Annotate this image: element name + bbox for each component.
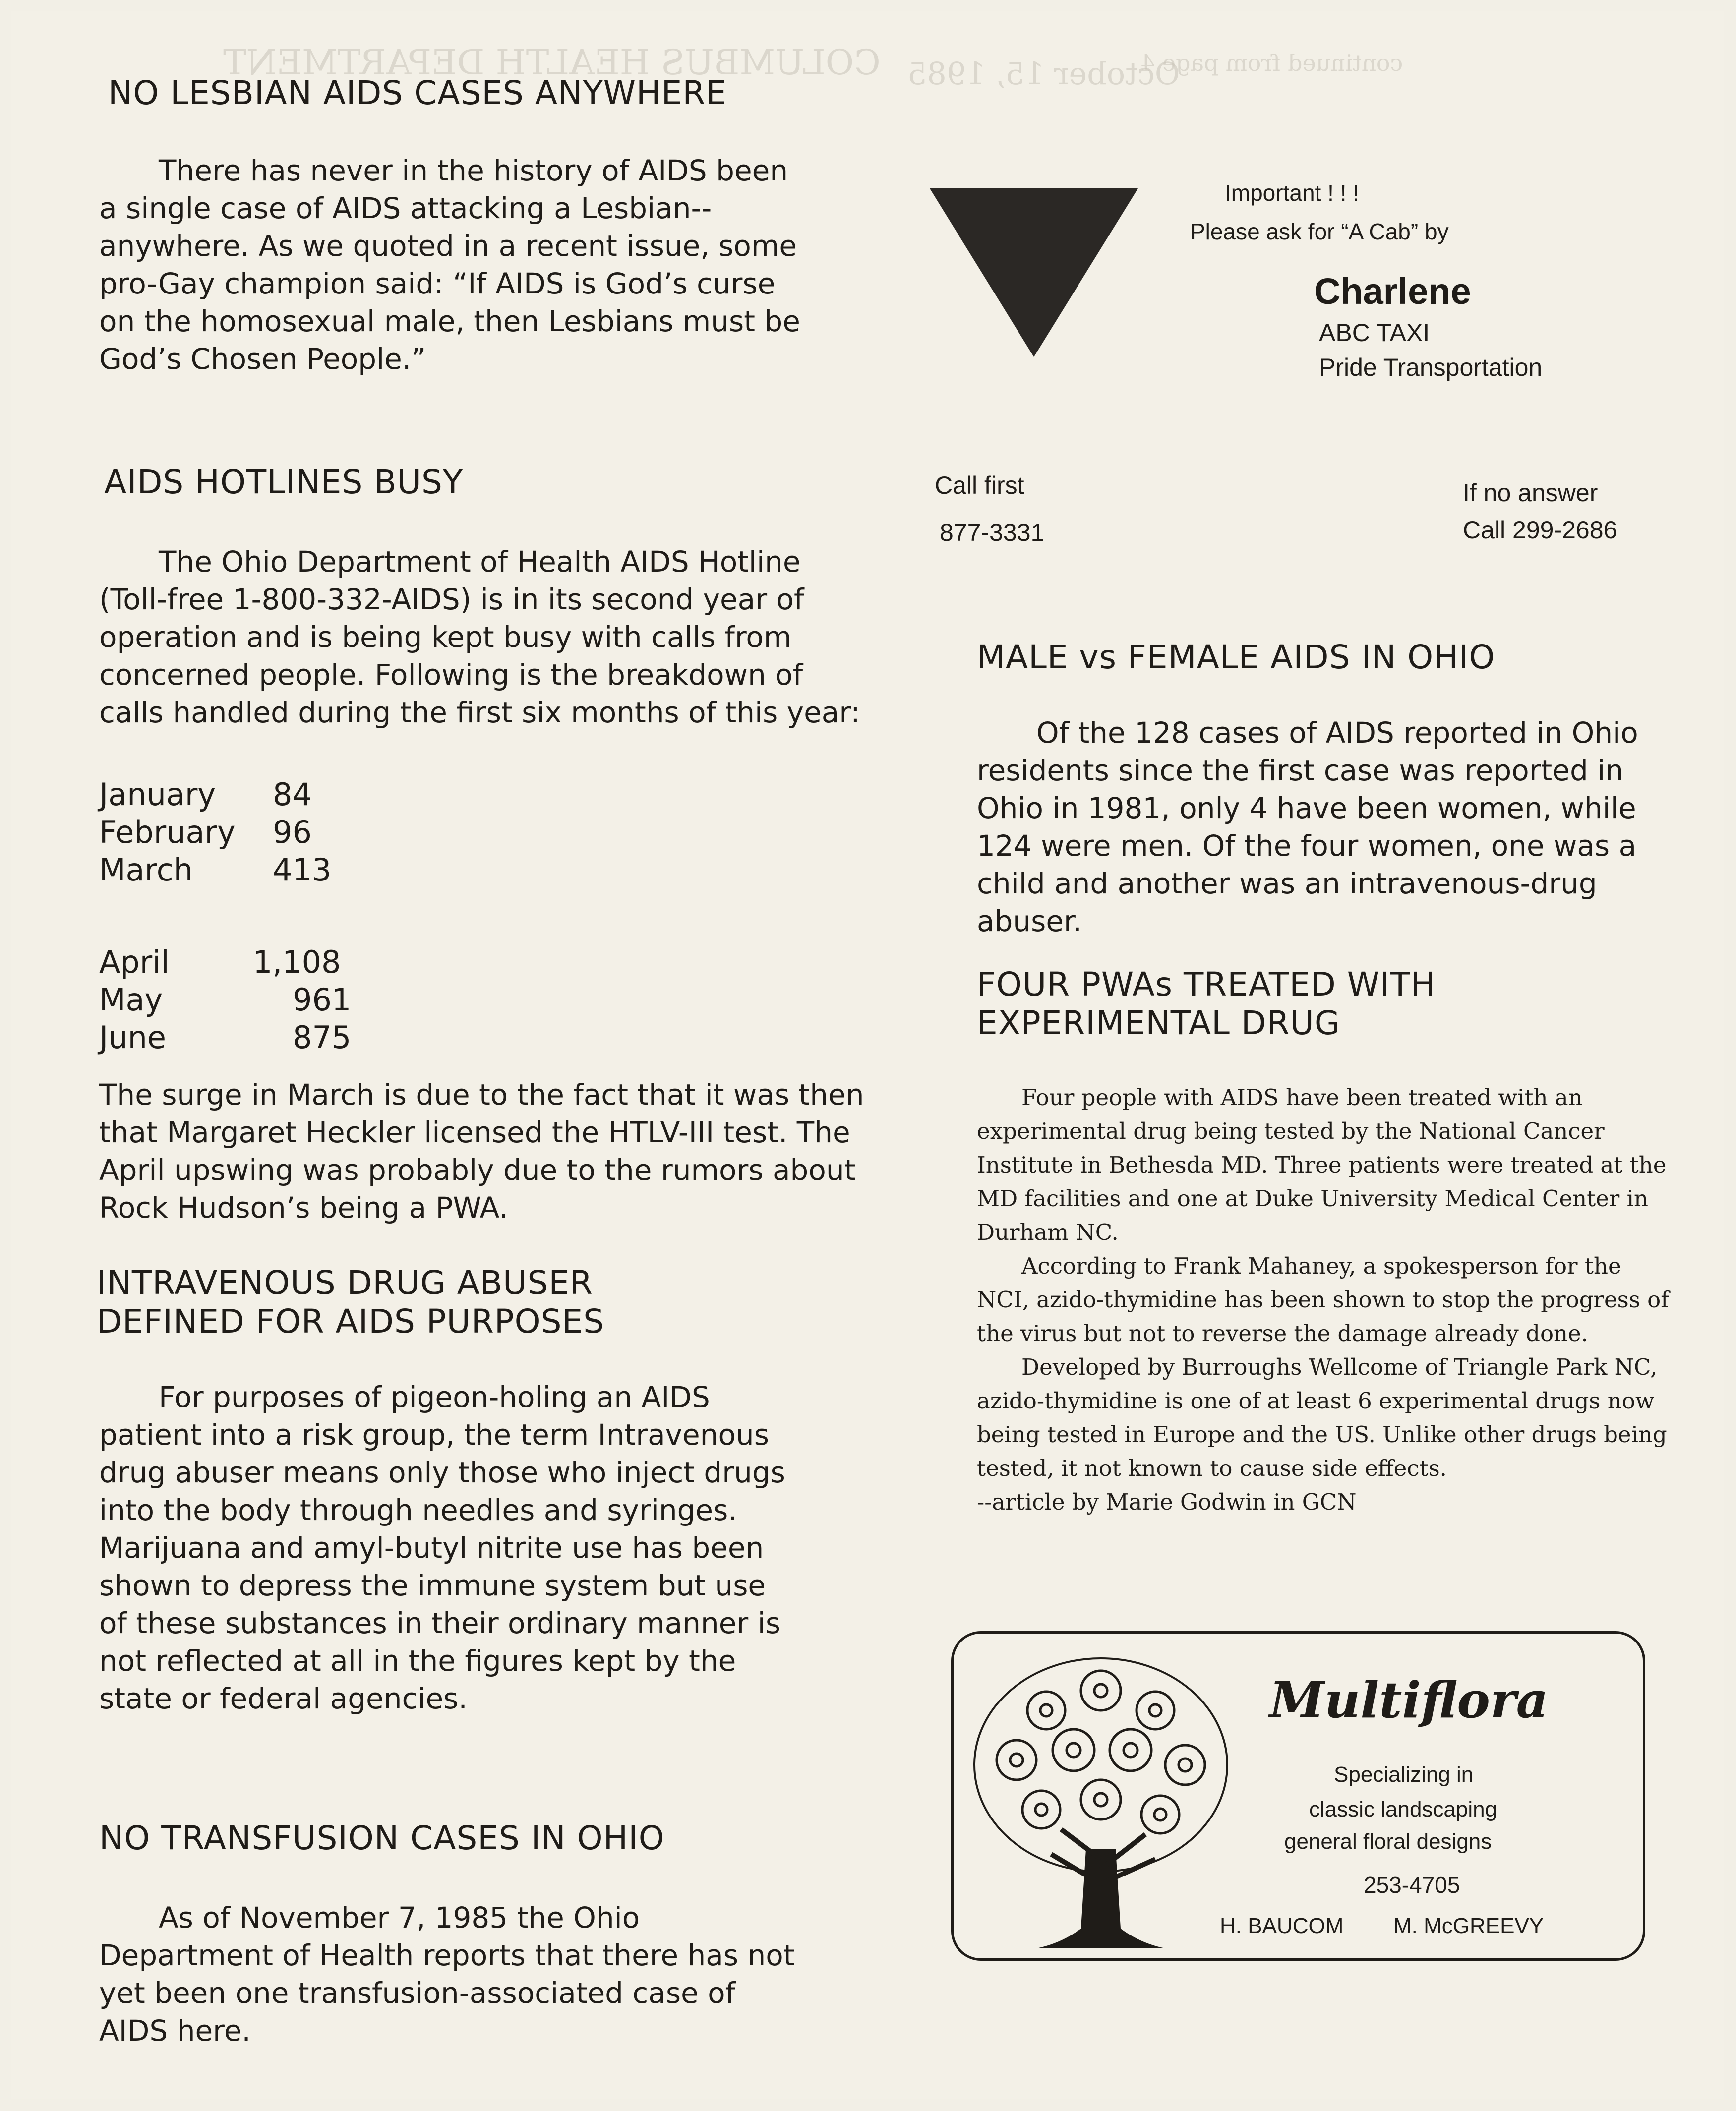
month-row	[99, 851, 446, 889]
month-name: May	[99, 982, 163, 1018]
month-value: 875	[293, 1019, 352, 1056]
article-paragraph-1: Four people with AIDS have been treated with an experimental drug being tested by the National Cancer Institute in Bethesda MD. Three patients were treated at the MD facilities and one at Duke University Medical Center in Durham NC.	[977, 1084, 1667, 1245]
headline-four-pwas-line2: EXPERIMENTAL DRUG	[977, 1004, 1340, 1042]
month-row	[99, 814, 446, 851]
article-paragraph-3: Developed by Burroughs Wellcome of Triangle Park NC, azido-thymidine is one of at least 6 experimental drugs now being tested in Europe and the US. Unlike other drugs being tested, it not known to cause side effects.	[977, 1354, 1667, 1481]
flowering-tree-icon	[962, 1651, 1240, 1958]
headline-iv-drug-abuser-line2: DEFINED FOR AIDS PURPOSES	[97, 1302, 605, 1341]
paragraph-iv-definition: For purposes of pigeon-holing an AIDS patient into a risk group, the term Intravenous drug abuser means only those who inject drugs into the body through needles and syringes. Marijuana and amyl-butyl nitrite use has been shown to depress the immune system but use of these substances in their ordinary manner is not reflected at all in the figures kept by the state or federal agencies.	[99, 1380, 785, 1715]
multiflora-landscaping: classic landscaping	[1309, 1797, 1497, 1821]
pink-triangle-icon	[930, 188, 1138, 357]
multiflora-phone: 253-4705	[1364, 1872, 1460, 1898]
paragraph-hotline: The Ohio Department of Health AIDS Hotline (Toll-free 1-800-332-AIDS) is in its second year of operation and is being kept busy with calls from concerned people. Following is the breakdown of calls handled during the first six months of this year:	[99, 545, 860, 729]
taxi-tagline: Pride Transportation	[1319, 353, 1543, 381]
paragraph-lesbian-aids: There has never in the history of AIDS been a single case of AIDS attacking a Lesbian--anywhere. As we quoted in a recent issue, some pro-Gay champion said: “If AIDS is God’s curse on the homosexual male, then Lesbians must be God’s Chosen People.”	[99, 154, 800, 376]
taxi-no-answer-number: Call 299-2686	[1463, 516, 1617, 544]
multiflora-specializing: Specializing in	[1334, 1762, 1474, 1787]
multiflora-logo: Multiflora	[1269, 1671, 1549, 1729]
article-experimental-drug	[977, 1081, 1671, 1519]
taxi-no-answer: If no answer	[1463, 479, 1598, 507]
show-through-heading: COLUMBUS HEALTH DEPARTMENT	[223, 42, 881, 83]
taxi-ask-for: Please ask for “A Cab” by	[1190, 219, 1449, 244]
headline-no-lesbian-aids: NO LESBIAN AIDS CASES ANYWHERE	[108, 74, 727, 112]
show-through-continued: continued from page 4	[1140, 50, 1403, 76]
taxi-company: ABC TAXI	[1319, 319, 1430, 347]
month-value: 413	[273, 852, 332, 888]
month-value: 961	[293, 982, 352, 1018]
article-byline: --article by Marie Godwin in GCN	[977, 1489, 1357, 1515]
month-row	[99, 1019, 446, 1056]
month-name: June	[99, 1019, 167, 1056]
multiflora-person-baucom: H. BAUCOM	[1220, 1914, 1344, 1938]
monthly-calls-table	[99, 776, 446, 1056]
taxi-charlene: Charlene	[1314, 271, 1471, 312]
month-row	[99, 776, 446, 814]
paragraph-transfusion: As of November 7, 1985 the Ohio Department of Health reports that there has not yet been one transfusion-associated case of AIDS here.	[99, 1901, 795, 2048]
headline-no-transfusion: NO TRANSFUSION CASES IN OHIO	[99, 1819, 665, 1857]
headline-male-vs-female: MALE vs FEMALE AIDS IN OHIO	[977, 638, 1496, 676]
month-row	[99, 981, 446, 1019]
month-value: 1,108	[253, 944, 341, 980]
headline-iv-drug-abuser-line1: INTRAVENOUS DRUG ABUSER	[97, 1264, 593, 1302]
taxi-call-first-number: 877-3331	[940, 519, 1045, 546]
taxi-call-first: Call first	[935, 471, 1024, 499]
show-through-date: October 15, 1985	[907, 56, 1180, 92]
article-paragraph-2: According to Frank Mahaney, a spokesperson for the NCI, azido-thymidine has been shown to stop the progress of the virus but not to reverse the damage already done.	[977, 1253, 1669, 1347]
month-name: February	[99, 814, 236, 850]
month-row	[99, 943, 446, 981]
headline-four-pwas-line1: FOUR PWAs TREATED WITH	[977, 965, 1436, 1003]
multiflora-floral: general floral designs	[1284, 1829, 1492, 1854]
month-value: 84	[273, 776, 312, 813]
month-name: January	[99, 776, 216, 813]
month-value: 96	[273, 814, 312, 850]
month-name: March	[99, 852, 193, 888]
paragraph-male-vs-female: Of the 128 cases of AIDS reported in Ohio residents since the first case was reported in Ohio in 1981, only 4 have been women, while 124 were men. Of the four women, one was a child and another was an intravenous-drug abuser.	[977, 716, 1638, 938]
taxi-important: Important ! ! !	[1225, 180, 1359, 206]
multiflora-person-mcgreevy: M. McGREEVY	[1393, 1914, 1544, 1938]
headline-aids-hotlines-busy: AIDS HOTLINES BUSY	[104, 463, 464, 501]
month-name: April	[99, 944, 170, 980]
paragraph-march-surge: The surge in March is due to the fact that it was then that Margaret Heckler licensed the HTLV-III test. The April upswing was probably due to the rumors about Rock Hudson’s being a PWA.	[99, 1078, 864, 1225]
